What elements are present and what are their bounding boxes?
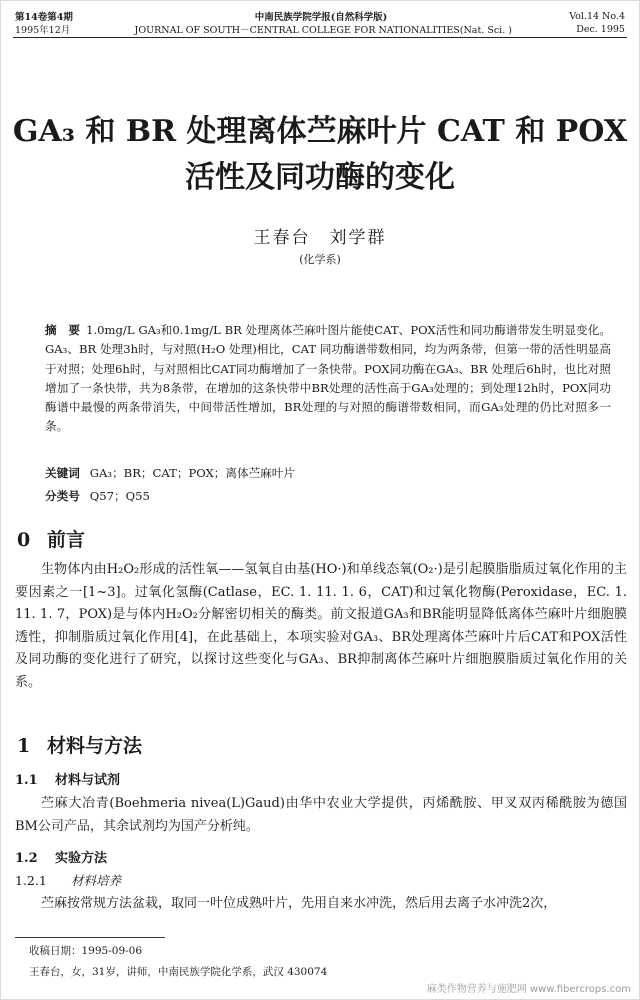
- header-divider: [13, 37, 627, 38]
- journal-header-row2: [15, 22, 625, 36]
- section-1-2-1-body: 苎麻按常规方法盆栽，取同一叶位成熟叶片，先用自来水冲洗，然后用去离子水冲洗2次，: [41, 896, 557, 911]
- subsection-title: 实验方法: [55, 851, 108, 866]
- journal-name-en: JOURNAL OF SOUTH－CENTRAL COLLEGE FOR NATIONALITIES(Nat. Sci. ): [134, 25, 512, 36]
- volume-issue-cn: 第14卷第4期: [15, 12, 73, 23]
- keywords-text: GA₃；BR；CAT；POX；离体苎麻叶片: [89, 466, 295, 480]
- abstract-label: 摘 要: [45, 323, 81, 337]
- section-title: 材料与方法: [47, 735, 143, 757]
- subsection-number: 1.2: [15, 851, 38, 866]
- abstract-text: 1.0mg/L GA₃和0.1mg/L BR 处理离体苎麻叶图片能使CAT、POX活性和同功酶谱带发生明显变化。GA₃、BR 处理3h时，与对照(H₂O 处理)相比，CAT 同功酶谱带数相同，均为两条带，但第一带的活性明显高于对照；处理6h时，与对照相比CAT同功酶增加了一条快带。POX同功酶在GA₃、BR 处理后6h时，也比对照增加了一条快带，共为8条带，在增加的这条快带中BR处理的活性高于GA₃处理的；到处理12h时，POX同功酶谱中最慢的两条带消失，中间带活性增加，BR处理的与对照的酶谱带数相同，而GA₃处理的仍比对照多一条。: [45, 323, 611, 434]
- footnote-received-date: 收稿日期：1995-09-06: [29, 945, 143, 957]
- section-0-heading: [17, 525, 85, 552]
- date-en: Dec. 1995: [576, 23, 625, 35]
- affiliation: (化学系): [299, 253, 341, 266]
- keywords: [45, 464, 611, 483]
- journal-header-row1: [15, 9, 625, 23]
- section-1-2-1-heading: [15, 871, 121, 889]
- section-1-2-heading: [15, 847, 107, 866]
- authors: 王春台 刘学群: [253, 228, 387, 248]
- section-1-1-body: 苎麻大冶青(Boehmeria nivea(L)Gaud)由华中农业大学提供，丙烯酰胺、甲叉双丙稀酰胺为德国BM公司产品，其余试剂均为国产分析纯。: [15, 796, 627, 834]
- keywords-label: 关键词: [45, 466, 80, 480]
- paper-title-line2: 活性及同功酶的变化: [185, 160, 455, 195]
- classification-text: Q57；Q55: [89, 489, 150, 503]
- footnote-author-info: 王春台，女，31岁，讲师，中南民族学院化学系，武汉 430074: [29, 966, 328, 978]
- journal-name-cn: 中南民族学院学报(自然科学版): [254, 12, 388, 23]
- section-number: 1: [17, 735, 31, 757]
- classification: [45, 487, 611, 506]
- abstract: [45, 321, 611, 437]
- section-1-heading: [17, 731, 142, 758]
- subsection-title: 材料与试剂: [55, 773, 121, 788]
- subsubsection-number: 1.2.1: [15, 873, 47, 888]
- subsection-number: 1.1: [15, 773, 38, 788]
- volume-issue-en: Vol.14 No.4: [569, 10, 625, 22]
- section-1-1-heading: [15, 769, 120, 788]
- section-number: 0: [17, 529, 31, 551]
- section-title: 前言: [47, 529, 86, 551]
- date-cn: 1995年12月: [15, 25, 71, 36]
- classification-label: 分类号: [45, 489, 80, 503]
- watermark: 麻类作物营养与施肥网 www.fibercrops.com: [426, 984, 631, 995]
- subsubsection-title: 材料培养: [71, 873, 122, 888]
- paper-title-line1: GA₃ 和 BR 处理离体苎麻叶片 CAT 和 POX: [12, 114, 628, 149]
- footnote-divider: [15, 937, 165, 938]
- section-0-body: 生物体内由H₂O₂形成的活性氧——氢氧自由基(HO·)和单线态氧(O₂·)是引起膜脂脂质过氧化作用的主要因素之一[1~3]。过氧化氢酶(Catlase，EC. 1. 11. 1. 6，CAT)和过氧化物酶(Peroxidase，EC. 1. 11. 1. 7，POX)是与体内H₂O₂分解密切相关的酶类。前文报道GA₃和BR能明显降低离体苎麻叶片细胞膜透性，抑制脂质过氧化作用[4]，在此基础上，本项实验对GA₃、BR处理离体苎麻叶片后CAT和POX活性及同功酶的变化进行了研究，以探讨这些变化与GA₃、BR抑制离体苎麻叶片细胞膜脂质过氧化作用的关系。: [15, 562, 627, 690]
